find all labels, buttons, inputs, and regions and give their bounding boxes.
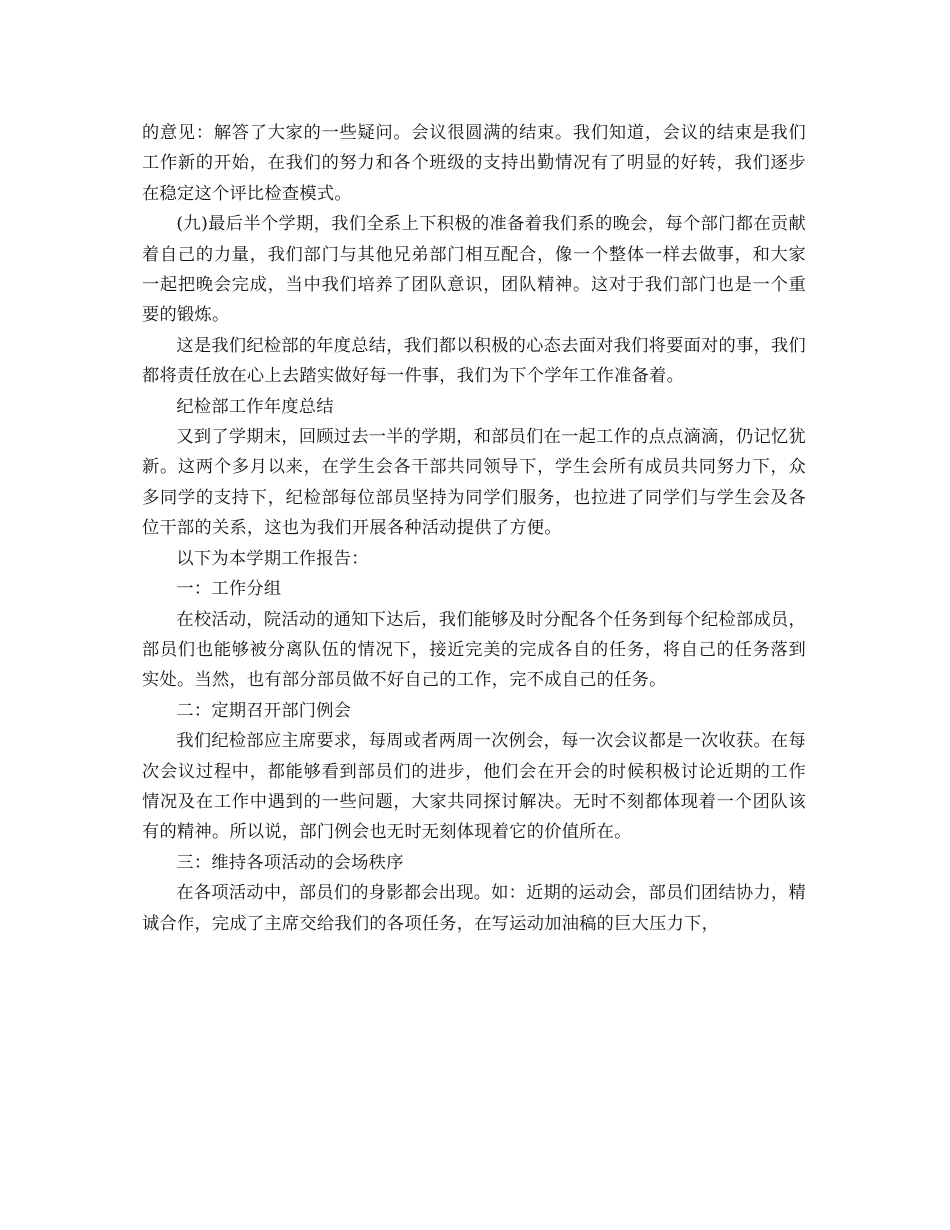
paragraph-12: 在各项活动中，部员们的身影都会出现。如：近期的运动会，部员们团结协力，精诚合作，完成了主席交给我们的各项任务，在写运动加油稿的巨大压力下， — [142, 883, 806, 934]
document-page — [142, 118, 806, 939]
section-heading-annual-summary: 纪检部工作年度总结 — [176, 396, 334, 417]
section-heading-2: 二：定期召开部门例会 — [176, 700, 352, 721]
paragraph-10: 我们纪检部应主席要求，每周或者两周一次例会，每一次会议都是一次收获。在每次会议过程中，都能够看到部员们的进步，他们会在开会的时候积极讨论近期的工作情况及在工作中遇到的一些问题，大家共同探讨解决。无时不刻都体现着一个团队该有的精神。所以说，部门例会也无时无刻体现着它的价值所在。 — [142, 731, 806, 843]
paragraph-report-intro: 以下为本学期工作报告： — [176, 548, 369, 569]
paragraph-8: 在校活动，院活动的通知下达后，我们能够及时分配各个任务到每个纪检部成员，部员们也能够被分离队伍的情况下，接近完美的完成各自的任务，将自己的任务落到实处。当然，也有部分部员做不好自己的工作，完不成自己的任务。 — [142, 609, 806, 691]
section-heading-1: 一：工作分组 — [176, 579, 282, 600]
paragraph-5: 又到了学期末，回顾过去一半的学期，和部员们在一起工作的点点滴滴，仍记忆犹新。这两个多月以来，在学生会各干部共同领导下，学生会所有成员共同努力下，众多同学的支持下，纪检部每位部员坚持为同学们服务，也拉进了同学们与学生会及各位干部的关系，这也为我们开展各种活动提供了方便。 — [142, 427, 806, 539]
paragraph-1: 的意见：解答了大家的一些疑问。会议很圆满的结束。我们知道，会议的结束是我们工作新的开始，在我们的努力和各个班级的支持出勤情况有了明显的好转，我们逐步在稳定这个评比检查模式。 — [142, 123, 806, 204]
section-heading-3: 三：维持各项活动的会场秩序 — [176, 852, 404, 873]
paragraph-2: (九)最后半个学期，我们全系上下积极的准备着我们系的晚会，每个部门都在贡献着自己的力量，我们部门与其他兄弟部门相互配合，像一个整体一样去做事，和大家一起把晚会完成，当中我们培养了团队意识，团队精神。这对于我们部门也是一个重要的锻炼。 — [142, 214, 806, 326]
paragraph-3: 这是我们纪检部的年度总结，我们都以积极的心态去面对我们将要面对的事，我们都将责任放在心上去踏实做好每一件事，我们为下个学年工作准备着。 — [142, 335, 806, 387]
